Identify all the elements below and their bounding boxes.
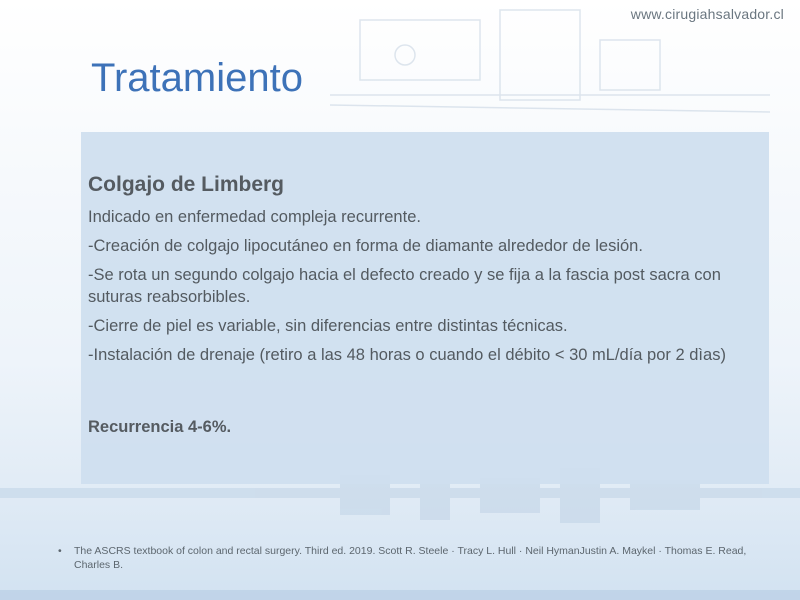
reference-citation [58, 544, 758, 572]
bullet-icon: • [58, 545, 62, 557]
body-line-5: -Instalación de drenaje (retiro a las 48 horas o cuando el débito < 30 mL/día por 2 dìas) [88, 346, 726, 364]
body-line-3: -Se rota un segundo colgajo hacia el defecto creado y se fija a la fascia post sacra con suturas reabsorbibles. [88, 266, 721, 306]
body-text [88, 206, 760, 373]
slide-subtitle: Colgajo de Limberg [88, 173, 285, 196]
reference-text: The ASCRS textbook of colon and rectal surgery. Third ed. 2019. Scott R. Steele · Tracy L. Hull · Neil HymanJustin A. Maykel · Thomas E. Read, Charles B. [74, 545, 747, 571]
slide-title: Tratamiento [91, 56, 303, 100]
body-line-4: -Cierre de piel es variable, sin diferencias entre distintas técnicas. [88, 317, 568, 335]
recurrence-note: Recurrencia 4-6%. [88, 418, 232, 436]
site-url: www.cirugiahsalvador.cl [630, 6, 784, 22]
body-line-2: -Creación de colgajo lipocutáneo en forma de diamante alrededor de lesión. [88, 237, 643, 255]
body-line-1: Indicado en enfermedad compleja recurrente. [88, 208, 421, 226]
